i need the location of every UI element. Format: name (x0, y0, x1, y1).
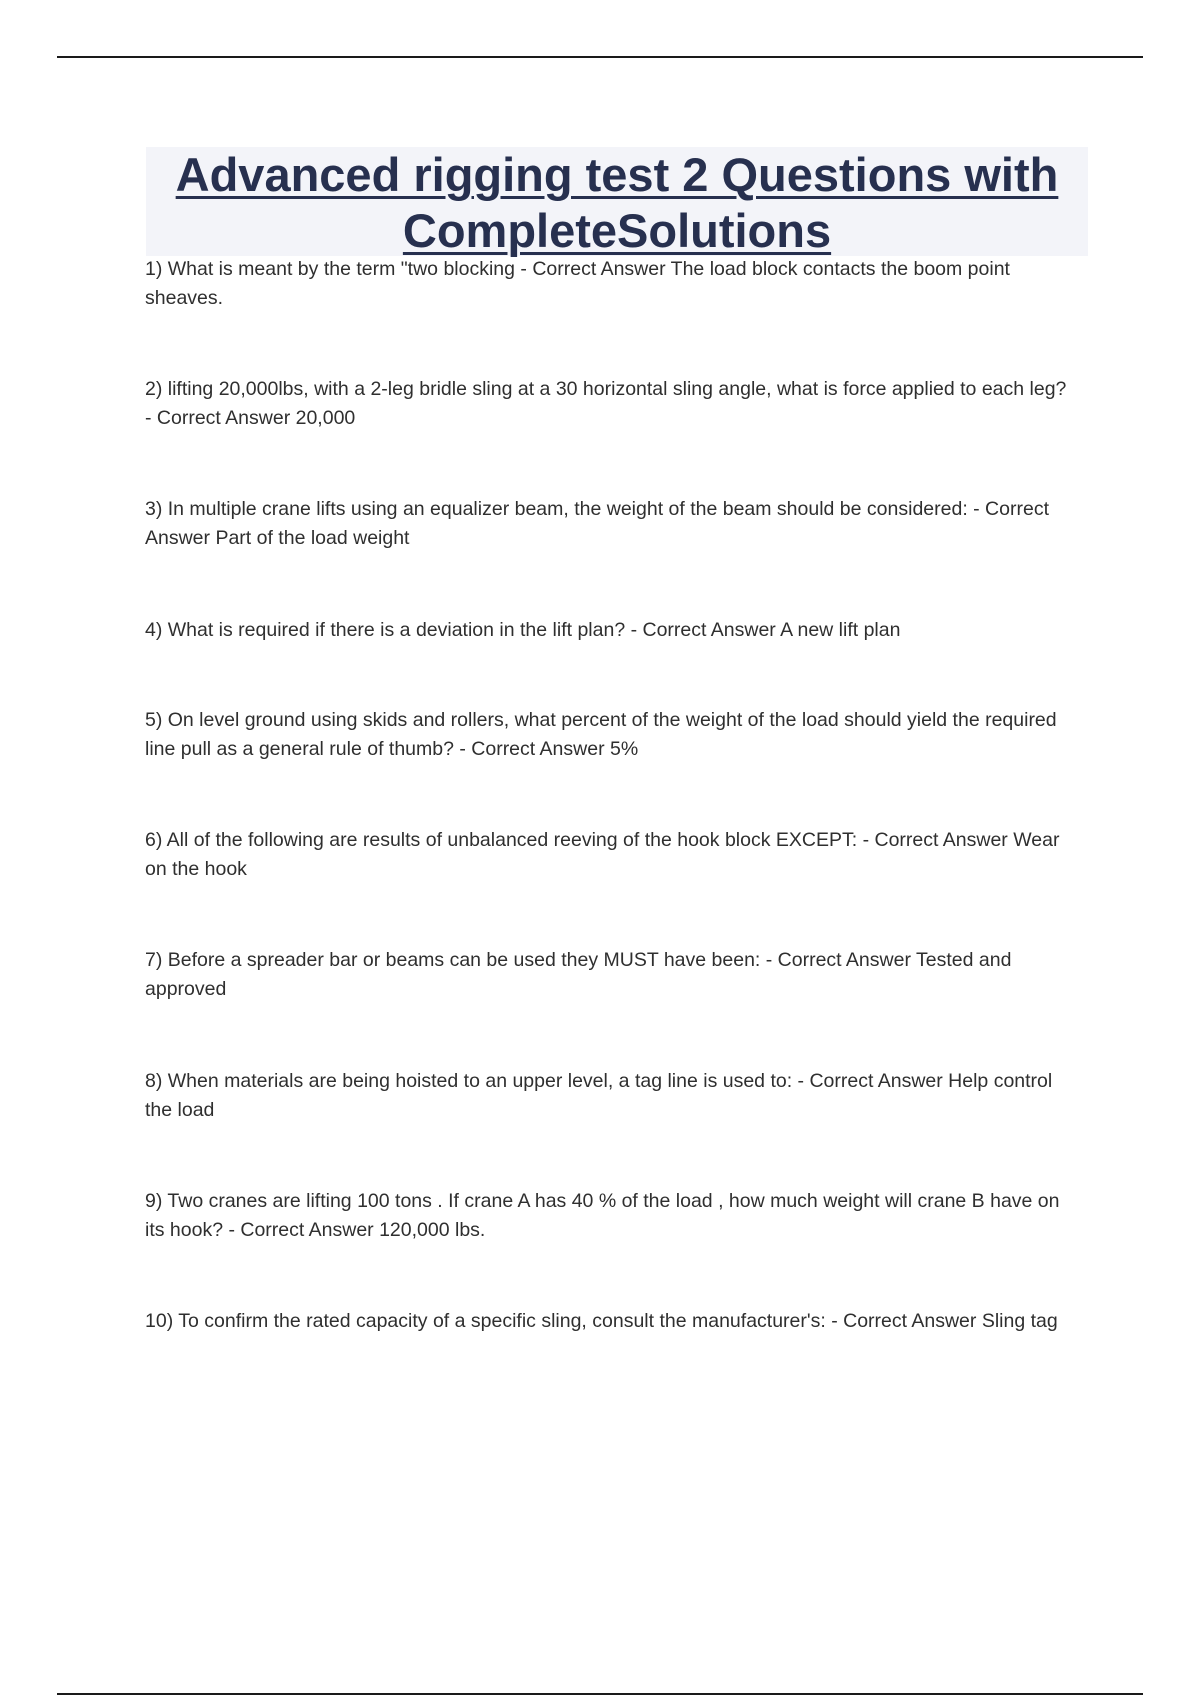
question-8: 8) When materials are being hoisted to an upper level, a tag line is used to: - Correct Answer Help control the load (145, 1070, 1053, 1121)
document-title: Advanced rigging test 2 Questions with CompleteSolutions (175, 148, 1059, 257)
question-1: 1) What is meant by the term "two blocking - Correct Answer The load block contacts the boom point sheaves. (145, 258, 1010, 309)
bottom-rule (57, 1693, 1143, 1695)
question-3: 3) In multiple crane lifts using an equalizer beam, the weight of the beam should be considered: - Correct Answer Part of the load weight (145, 498, 1049, 549)
question-6: 6) All of the following are results of unbalanced reeving of the hook block EXCEPT: - Correct Answer Wear on the hook (145, 829, 1060, 880)
question-10: 10) To confirm the rated capacity of a specific sling, consult the manufacturer's: - Correct Answer Sling tag (145, 1310, 1058, 1332)
question-7: 7) Before a spreader bar or beams can be used they MUST have been: - Correct Answer Tested and approved (145, 949, 1012, 1000)
top-rule (57, 56, 1143, 58)
question-9: 9) Two cranes are lifting 100 tons . If crane A has 40 % of the load , how much weight will crane B have on its hook? - Correct Answer 120,000 lbs. (145, 1190, 1060, 1241)
title-banner (146, 147, 1088, 256)
question-5: 5) On level ground using skids and rollers, what percent of the weight of the load should yield the required line pull as a general rule of thumb? - Correct Answer 5% (145, 709, 1057, 760)
question-2: 2) lifting 20,000lbs, with a 2-leg bridle sling at a 30 horizontal sling angle, what is force applied to each leg? - Correct Answer 20,000 (145, 378, 1067, 429)
question-4: 4) What is required if there is a deviation in the lift plan? - Correct Answer A new lift plan (145, 619, 901, 641)
